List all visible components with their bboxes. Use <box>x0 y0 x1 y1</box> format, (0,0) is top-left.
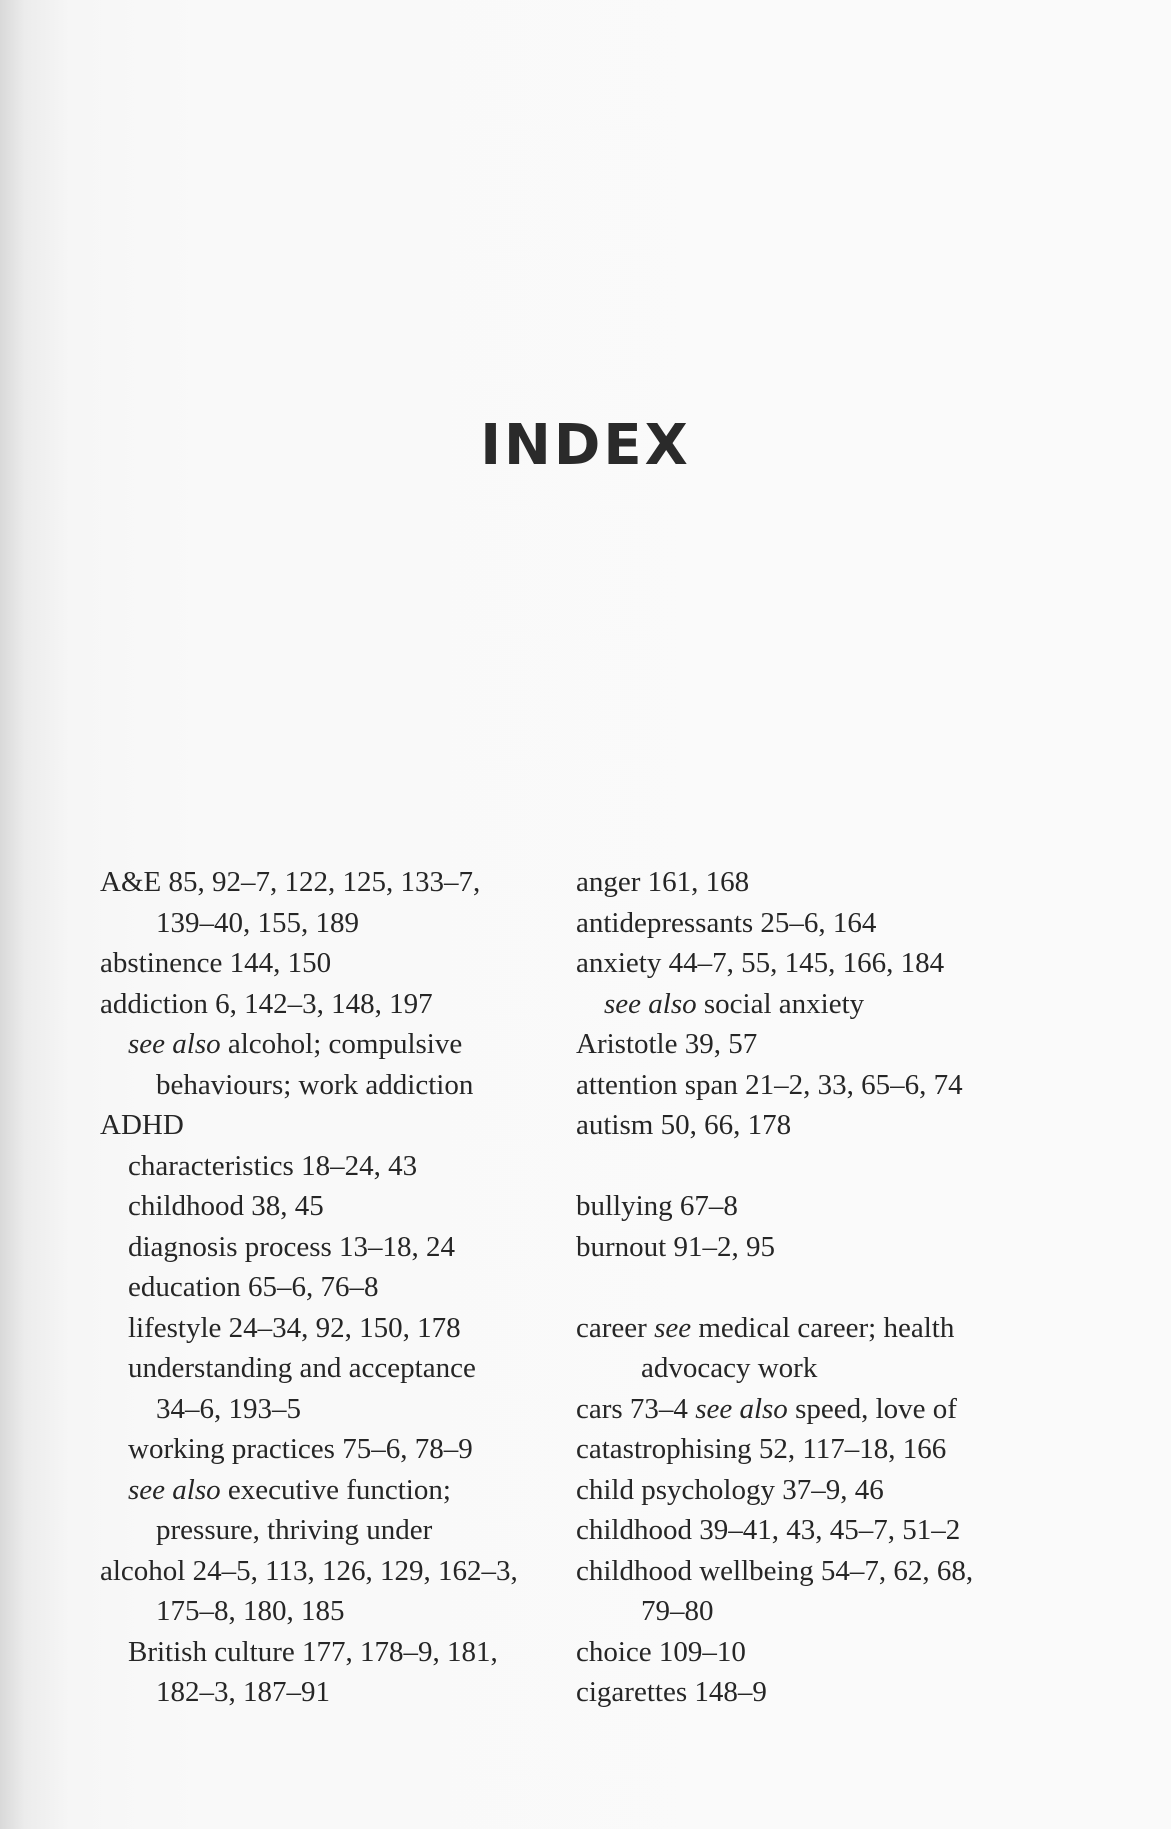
index-entry-autism: autism 50, 66, 178 <box>576 1109 792 1141</box>
entry-term: cars 73–4 <box>576 1392 696 1425</box>
index-subentry: characteristics 18–24, 43 <box>128 1149 418 1182</box>
see-label: see <box>654 1311 692 1344</box>
index-left-column <box>100 862 560 1713</box>
cross-reference-text: speed, love of <box>787 1392 957 1425</box>
index-entry-childhood-wellbeing: childhood wellbeing 54–7, 62, 68, <box>576 1554 974 1587</box>
index-entry-antidepressants: antidepressants 25–6, 164 <box>576 906 877 939</box>
index-right-column <box>576 862 1046 1713</box>
index-cross-reference <box>100 1470 560 1511</box>
letter-group-gap <box>576 1146 1046 1187</box>
index-entry-anger: anger 161, 168 <box>576 866 750 898</box>
index-subentry: working practices 75–6, 78–9 <box>128 1433 473 1465</box>
index-entry-aristotle: Aristotle 39, 57 <box>576 1028 758 1060</box>
see-also-label: see also <box>128 1028 221 1060</box>
letter-group-gap <box>576 1267 1046 1308</box>
entry-term: career <box>576 1311 655 1344</box>
index-entry-alcohol-continued: 175–8, 180, 185 <box>156 1595 345 1627</box>
index-entry-addiction: addiction 6, 142–3, 148, 197 <box>100 987 433 1020</box>
index-entry-alcohol: alcohol 24–5, 113, 126, 129, 162–3, <box>100 1554 518 1587</box>
index-entry-choice: choice 109–10 <box>576 1635 746 1668</box>
index-entry-ae-continued: 139–40, 155, 189 <box>156 906 359 939</box>
index-entry-child-psychology: child psychology 37–9, 46 <box>576 1473 884 1506</box>
index-subentry: diagnosis process 13–18, 24 <box>128 1230 456 1263</box>
index-subentry: understanding and acceptance <box>128 1352 476 1384</box>
cross-reference-text: social anxiety <box>696 987 865 1020</box>
index-entry-childhood: childhood 39–41, 43, 45–7, 51–2 <box>576 1514 961 1546</box>
see-also-label: see also <box>695 1392 788 1425</box>
index-subentry: lifestyle 24–34, 92, 150, 178 <box>128 1311 461 1344</box>
index-entry-cars <box>576 1389 1046 1430</box>
index-entry-cigarettes: cigarettes 148–9 <box>576 1676 767 1708</box>
index-entry-bullying: bullying 67–8 <box>576 1190 738 1222</box>
index-entry-career-continued: advocacy work <box>641 1352 818 1384</box>
page-title: INDEX <box>480 413 691 478</box>
index-cross-reference-continued: behaviours; work addiction <box>156 1068 474 1101</box>
index-subentry: childhood 38, 45 <box>128 1190 324 1222</box>
index-entry-attention-span: attention span 21–2, 33, 65–6, 74 <box>576 1068 963 1101</box>
index-entry-ae: A&E 85, 92–7, 122, 125, 133–7, <box>100 866 481 898</box>
index-subentry: British culture 177, 178–9, 181, <box>128 1635 498 1668</box>
index-subentry: education 65–6, 76–8 <box>128 1271 379 1303</box>
cross-reference-text: medical career; health <box>691 1311 955 1344</box>
index-entry-abstinence: abstinence 144, 150 <box>100 947 332 979</box>
index-cross-reference <box>100 1024 560 1065</box>
index-entry-catastrophising: catastrophising 52, 117–18, 166 <box>576 1433 947 1465</box>
index-entry-childhood-wellbeing-continued: 79–80 <box>641 1595 714 1627</box>
index-entry-burnout: burnout 91–2, 95 <box>576 1230 775 1263</box>
cross-reference-text: alcohol; compulsive <box>220 1028 463 1060</box>
index-entry-adhd: ADHD <box>100 1109 184 1141</box>
index-subentry-continued: 182–3, 187–91 <box>156 1676 330 1708</box>
index-cross-reference <box>576 984 1046 1025</box>
see-also-label: see also <box>604 987 697 1020</box>
index-subentry-continued: 34–6, 193–5 <box>156 1392 301 1425</box>
index-cross-reference-continued: pressure, thriving under <box>156 1514 433 1546</box>
index-entry-career <box>576 1308 1046 1349</box>
index-entry-anxiety: anxiety 44–7, 55, 145, 166, 184 <box>576 947 945 979</box>
cross-reference-text: executive function; <box>220 1473 451 1506</box>
see-also-label: see also <box>128 1473 221 1506</box>
